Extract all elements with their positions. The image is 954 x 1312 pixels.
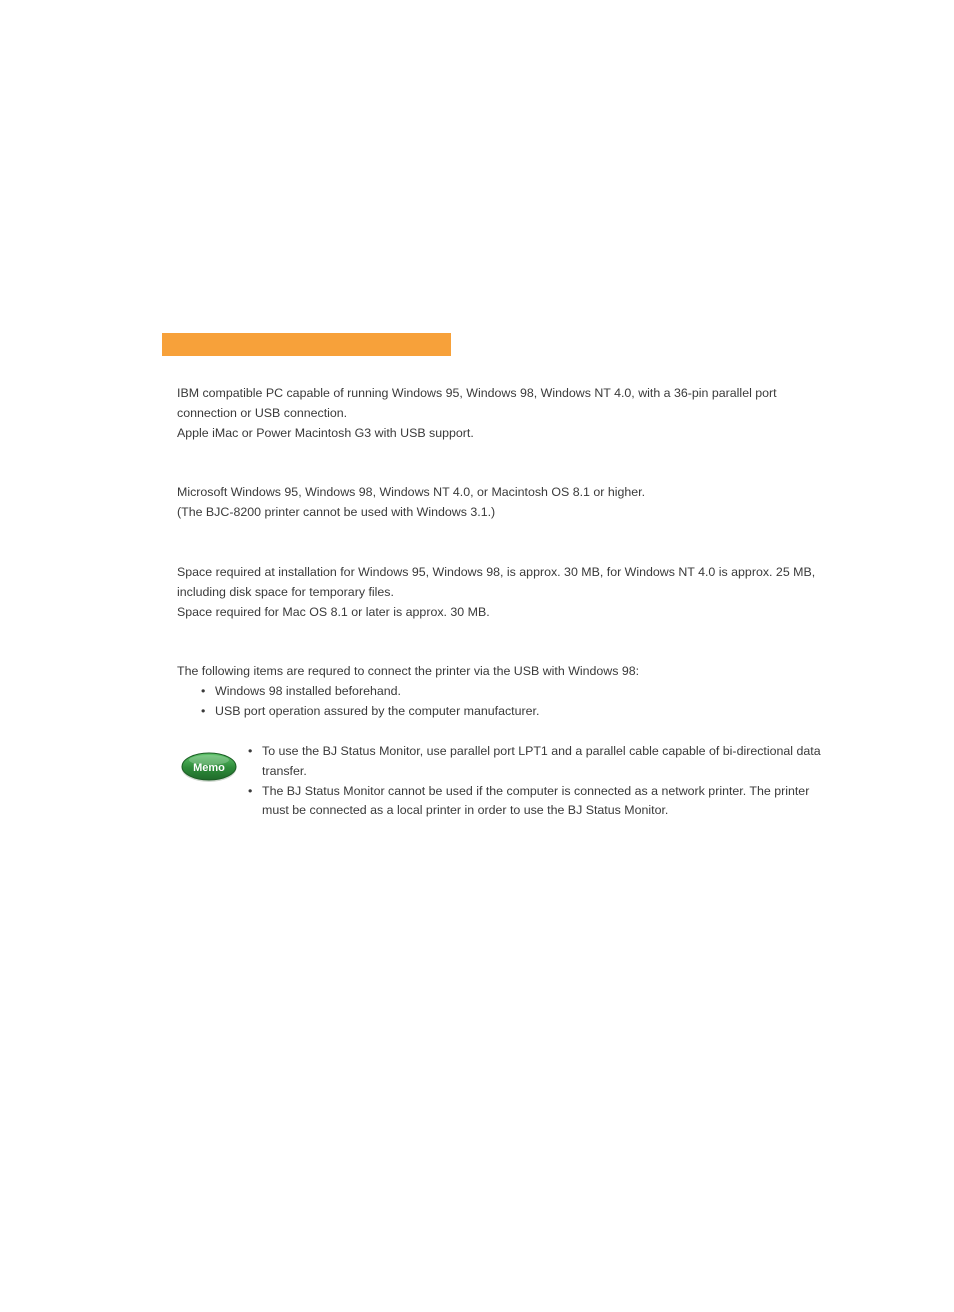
disk-line-windows: Space required at installation for Windows 95, Windows 98, is approx. 30 MB, for Windows NT 4.0 is approx. 25 MB, including disk space for temporary files. (177, 565, 816, 599)
usb-requirements (177, 662, 837, 721)
memo-badge-icon (180, 751, 238, 783)
os-line-supported: Microsoft Windows 95, Windows 98, Windows NT 4.0, or Macintosh OS 8.1 or higher. (177, 485, 646, 499)
memo-badge-label: Memo (193, 762, 225, 774)
os-line-note: (The BJC-8200 printer cannot be used with Windows 3.1.) (177, 504, 496, 519)
disk-requirements (177, 563, 837, 622)
disk-line-mac: Space required for Mac OS 8.1 or later is approx. 30 MB. (177, 604, 490, 619)
hardware-requirements (177, 384, 837, 443)
list-item: • Windows 98 installed beforehand. (177, 682, 837, 702)
list-item: • To use the BJ Status Monitor, use parallel port LPT1 and a parallel cable capable of bi-directional data transfer. (248, 742, 838, 782)
hardware-line-pc: IBM compatible PC capable of running Windows 95, Windows 98, Windows NT 4.0, with a 36-pin parallel port connection or USB connection. (177, 386, 777, 420)
list-item: • The BJ Status Monitor cannot be used if the computer is connected as a network printer. The printer must be connected as a local printer in order to use the BJ Status Monitor. (248, 782, 838, 822)
usb-intro: The following items are requred to connect the printer via the USB with Windows 98: (177, 664, 640, 678)
list-item: • USB port operation assured by the computer manufacturer. (177, 702, 837, 722)
os-requirements (177, 483, 837, 523)
memo-notes (248, 742, 838, 821)
section-header-bar (162, 333, 451, 356)
hardware-line-mac: Apple iMac or Power Macintosh G3 with USB support. (177, 425, 474, 440)
usb-bullet-list (177, 682, 837, 722)
